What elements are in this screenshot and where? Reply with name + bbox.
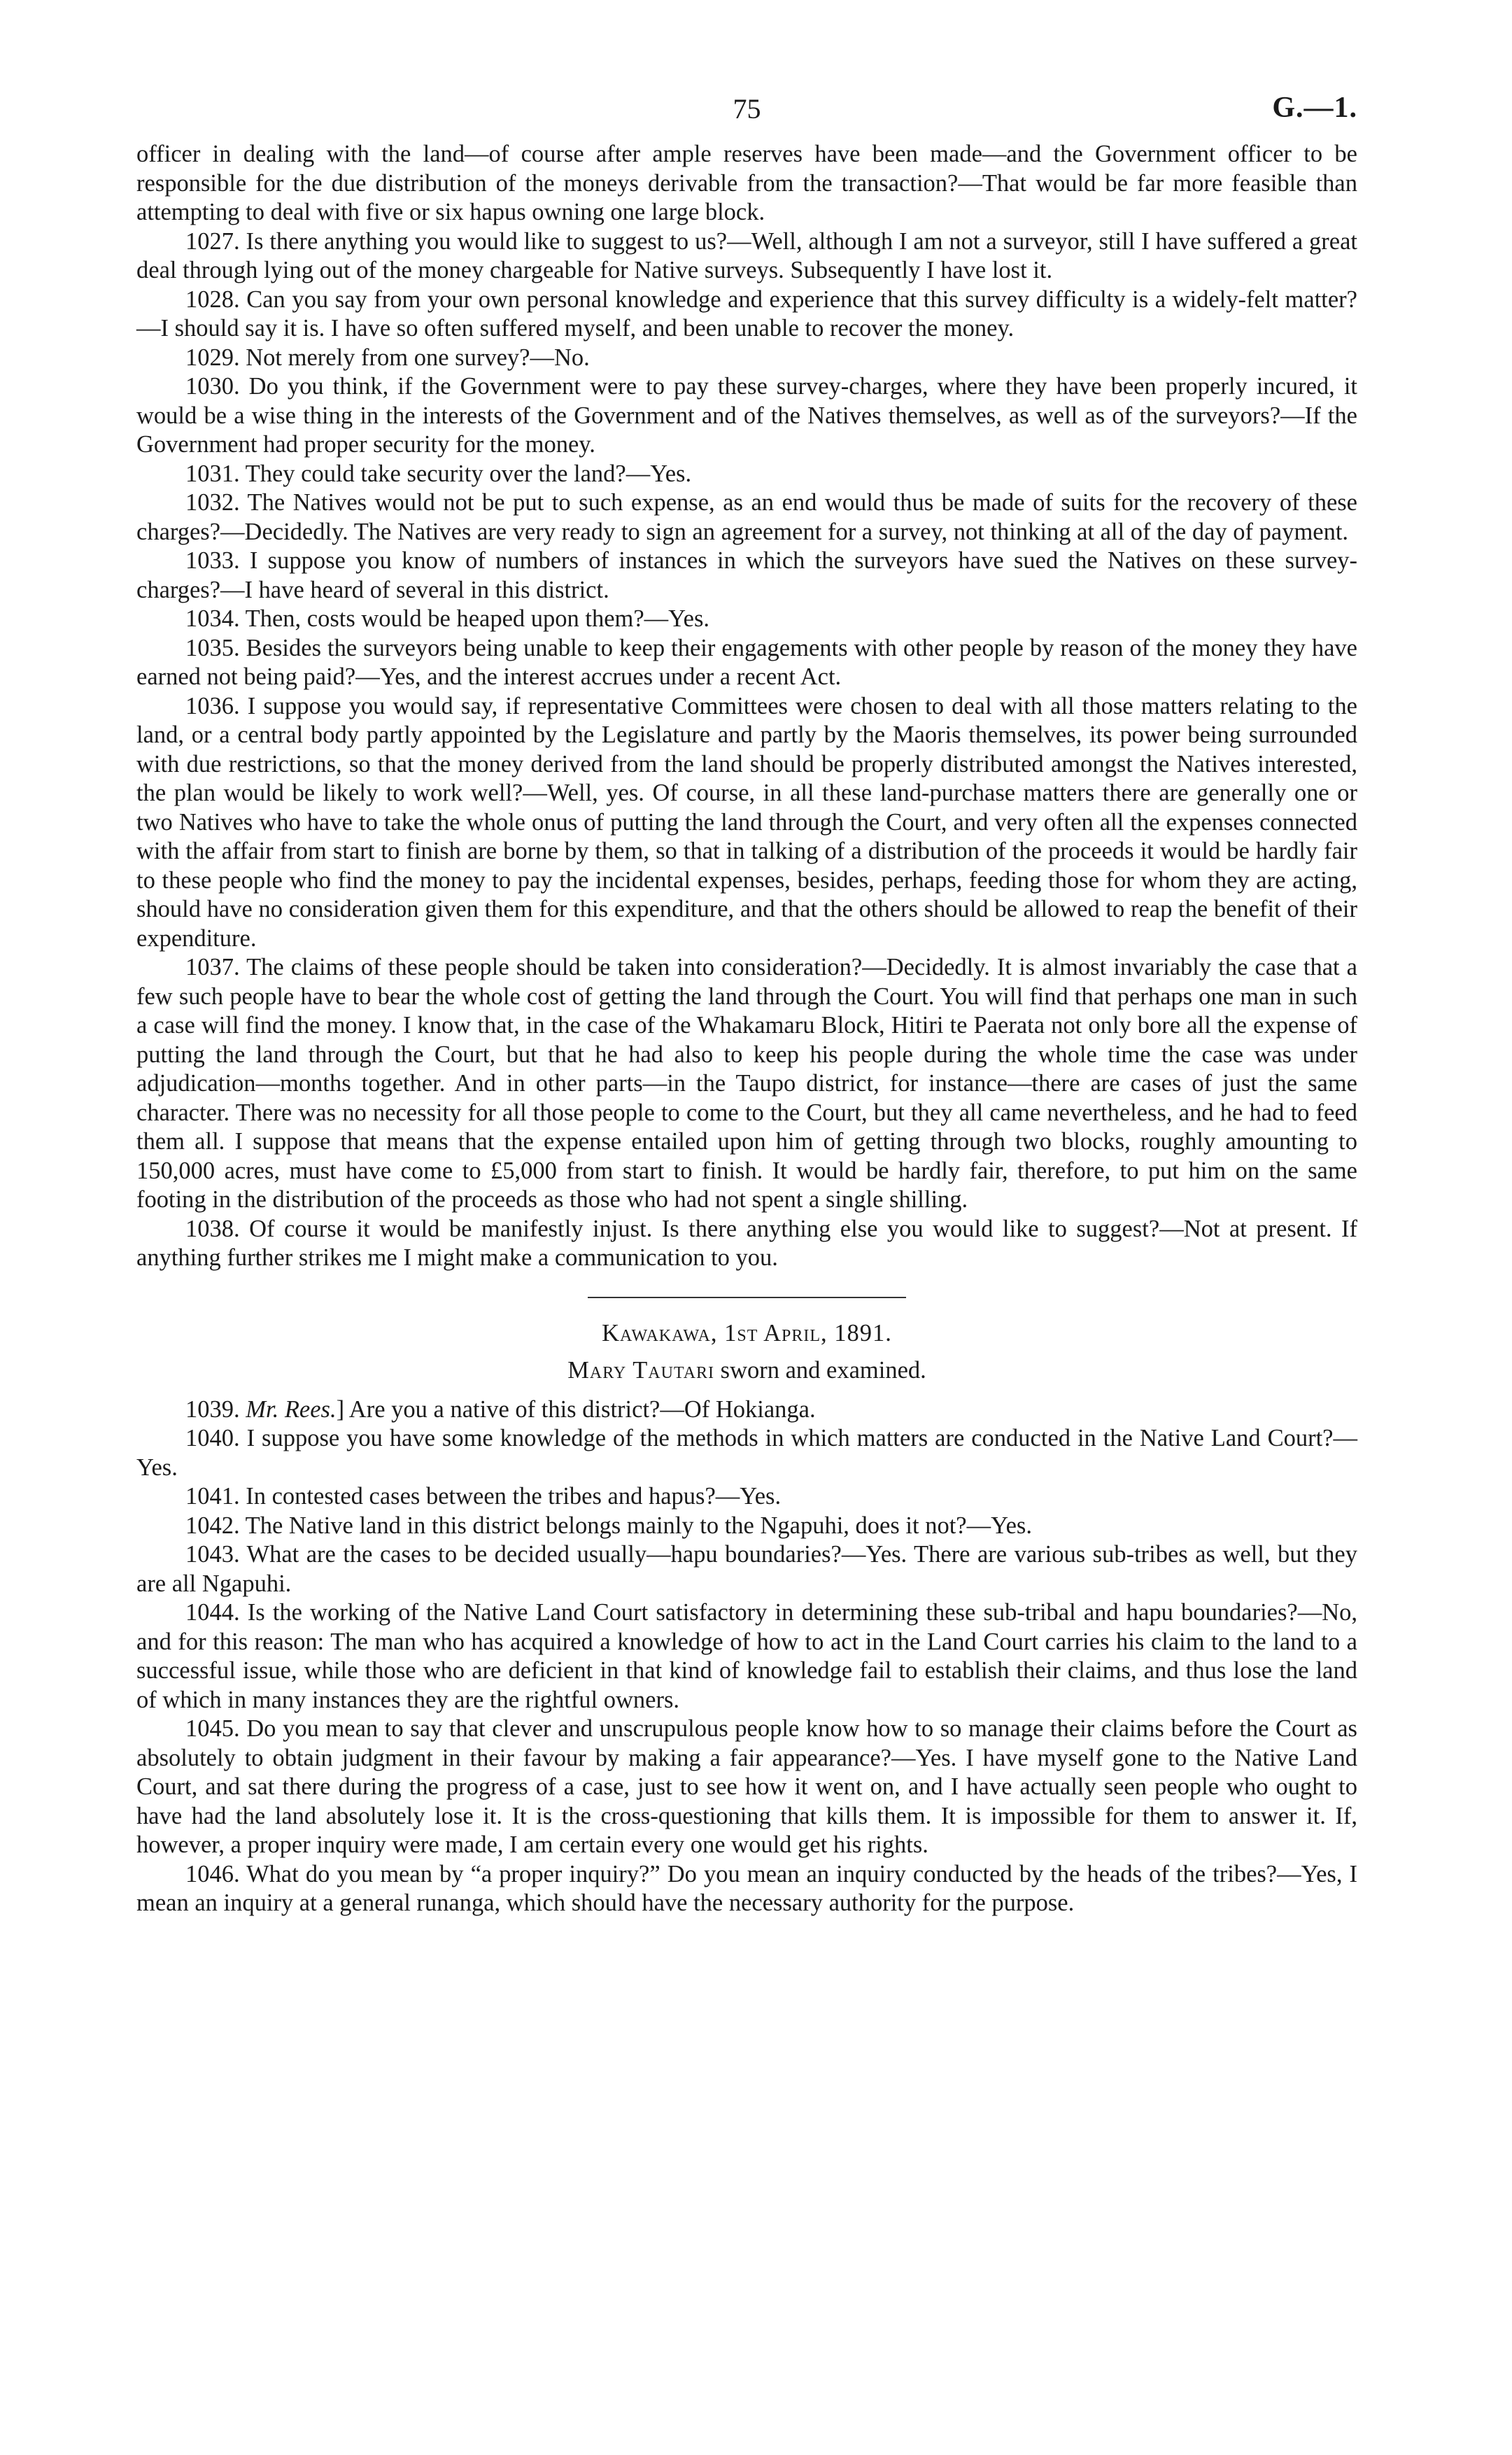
paragraph: 1042. The Native land in this district belongs mainly to the Ngapuhi, does it not?—Yes. — [185, 1512, 1032, 1539]
body-text — [136, 140, 1357, 1918]
series-code: G.—1. — [1272, 92, 1357, 124]
paragraph: 1040. I suppose you have some knowledge of the methods in which matters are conducted in the Native Land Court?—Yes. — [136, 1425, 1357, 1481]
paragraph: 1038. Of course it would be manifestly injust. Is there anything else you would like to suggest?—Not at present. If anything further strikes me I might make a communication to you. — [136, 1215, 1357, 1271]
document-page — [136, 84, 1357, 1918]
paragraph: 1037. The claims of these people should be taken into consideration?—Decidedly. It is almost invariably the case that a few such people have to bear the whole cost of getting the land through the Court. You will find that perhaps one man in such a case will find the money. I know that, in the case of the Whakamaru Block, Hitiri te Paerata not only bore all the expense of putting the land through the Court, but that he had also to keep his people during the whole time the case was under adjudication—months together. And in other parts—in the Taupo district, for instance—there are cases of just the same character. There was no necessity for all those people to come to the Court, but they all came nevertheless, and he had to feed them all. I suppose that means that the expense entailed upon him of getting through two blocks, roughly amounting to 150,000 acres, must have come to £5,000 from start to finish. It would be hardly fair, therefore, to put him on the same footing in the distribution of the proceeds as those who had not spent a single shilling. — [136, 954, 1357, 1213]
paragraph: officer in dealing with the land—of course after ample reserves have been made—and the Government officer to be responsible for the due distribution of the moneys derivable from the transaction?—That would be far more feasible than attempting to deal with five or six hapus owning one large block. — [136, 141, 1357, 225]
paragraph: 1043. What are the cases to be decided usually—hapu boundaries?—Yes. There are various sub-tribes as well, but they are all Ngapuhi. — [136, 1541, 1357, 1597]
place-date-heading: Kawakawa, 1st April, 1891. — [602, 1319, 892, 1346]
question-1039 — [136, 1395, 1357, 1425]
witness-status: sworn and examined. — [720, 1357, 926, 1384]
paragraph: 1034. Then, costs would be heaped upon them?—Yes. — [185, 605, 710, 632]
paragraph: 1033. I suppose you know of numbers of instances in which the surveyors have sued the Natives on these survey-charges?—I have heard of several in this district. — [136, 547, 1357, 603]
paragraph: 1028. Can you say from your own personal knowledge and experience that this survey difficulty is a widely-felt matter?—I should say it is. I have so often suffered myself, and been unable to recover the money. — [136, 286, 1357, 342]
witness-name: Mary Tautari — [567, 1357, 715, 1384]
paragraph: 1035. Besides the surveyors being unable to keep their engagements with other people by reason of the money they have earned not being paid?—Yes, and the interest accrues under a recent Act. — [136, 634, 1357, 690]
paragraph: 1041. In contested cases between the tribes and hapus?—Yes. — [185, 1483, 782, 1510]
paragraph: 1031. They could take security over the land?—Yes. — [185, 460, 692, 487]
speaker-name: Mr. Rees. — [246, 1395, 337, 1423]
paragraph: 1032. The Natives would not be put to such expense, as an end would thus be made of suits for the recovery of these charges?—Decidedly. The Natives are very ready to sign an agreement for a survey, not thinking at all of the day of payment. — [136, 489, 1357, 545]
testimony-part-1 — [136, 140, 1357, 1273]
paragraph: 1030. Do you think, if the Government were to pay these survey-charges, where they have been properly incured, it would be a wise thing in the interests of the Government and of the Natives themselves, as well as of the surveyors?—If the Government had proper security for the money. — [136, 373, 1357, 458]
paragraph: 1046. What do you mean by “a proper inquiry?” Do you mean an inquiry conducted by the heads of the tribes?—Yes, I mean an inquiry at a general runanga, which should have the necessary authority for the purpose. — [136, 1860, 1357, 1916]
paragraph: 1029. Not merely from one survey?—No. — [185, 344, 590, 371]
question-number: 1039. — [185, 1395, 240, 1423]
question-text: ] Are you a native of this district?—Of Hokianga. — [336, 1395, 816, 1423]
witness-heading — [136, 1356, 1357, 1386]
paragraph: 1027. Is there anything you would like to suggest to us?—Well, although I am not a surveyor, still I have suffered a great deal through lying out of the money chargeable for Native surveys. Subsequently I have lost it. — [136, 227, 1357, 283]
testimony-part-2 — [136, 1424, 1357, 1918]
paragraph: 1036. I suppose you would say, if representative Committees were chosen to deal with all those matters relating to the land, or a central body partly appointed by the Legislature and partly by the Maoris themselves, its power being surrounded with due restrictions, so that the money derived from the land should be properly distributed amongst the Natives interested, the plan would be likely to work well?—Well, yes. Of course, in all these land-purchase matters there are generally one or two Natives who have to take the whole onus of putting the land through the Court, and very often all the expenses connected with the affair from start to finish are borne by them, so that in talking of a distribution of the proceeds it would be hardly fair to these people who find the money to pay the incidental expenses, besides, perhaps, feeding those for whom they are acting, should have no consideration given them for this expenditure, and that the others should be allowed to reap the benefit of their expenditure. — [136, 692, 1357, 952]
section-divider — [588, 1297, 906, 1298]
paragraph: 1044. Is the working of the Native Land Court satisfactory in determining these sub-tribal and hapu boundaries?—No, and for this reason: The man who has acquired a knowledge of how to act in the Land Court carries his claim to the land to a successful issue, while those who are deficient in that kind of knowledge fail to establish their claims, and thus lose the land of which in many instances they are the rightful owners. — [136, 1599, 1357, 1713]
page-number: 75 — [733, 93, 761, 125]
page-header — [136, 84, 1357, 140]
paragraph: 1045. Do you mean to say that clever and unscrupulous people know how to so manage their claims before the Court as absolutely to obtain judgment in their favour by making a fair appearance?—Yes. I have myself gone to the Native Land Court, and sat there during the progress of a case, just to see how it went on, and I have actually seen people who ought to have had the land absolutely lose it. It is the cross-questioning that kills them. It is impossible for them to answer it. If, however, a proper inquiry were made, I am certain every one would get his rights. — [136, 1715, 1357, 1858]
